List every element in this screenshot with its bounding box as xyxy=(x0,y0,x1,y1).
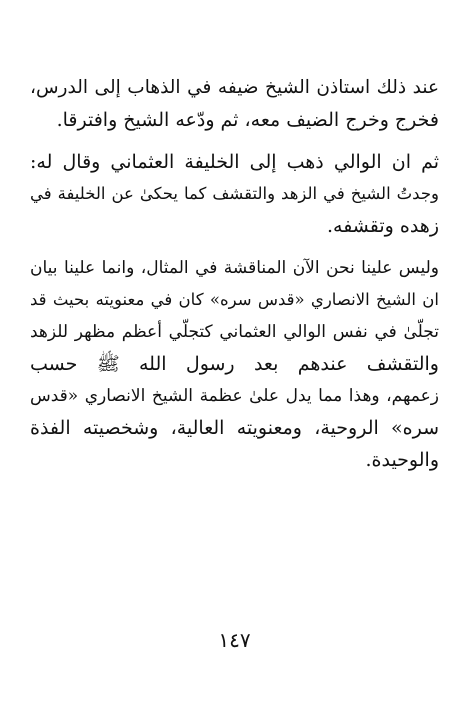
text-line: ثم ان الوالي ذهب إلى الخليفة العثماني وقال له: xyxy=(30,151,439,173)
text-line: سره» الروحية، ومعنويته العالية، وشخصيته الفذة xyxy=(30,417,439,439)
paragraph-2 xyxy=(30,146,439,242)
text-line: والتقشف عندهم بعد رسول الله ﷺ حسب xyxy=(30,353,439,375)
text-line: وليس علينا نحن الآن المناقشة في المثال، وانما علينا بيان xyxy=(30,258,439,278)
paragraph-3 xyxy=(30,252,439,476)
text-line: تجلّىٰ في نفس الوالي العثماني كتجلّي أعظم مظهر للزهد xyxy=(30,322,439,342)
text-line: زعمهم، وهذا مما يدل علىٰ عظمة الشيخ الانصاري «قدس xyxy=(30,386,439,406)
paragraph-1 xyxy=(30,72,439,136)
body-text xyxy=(30,72,439,486)
text-line: والوحيدة. xyxy=(365,449,439,471)
text-line: عند ذلك استاذن الشيخ ضيفه في الذهاب إلى الدرس، xyxy=(30,77,439,98)
text-line: زهده وتقشفه. xyxy=(326,215,439,237)
text-line: وجدتُ الشيخ في الزهد والتقشف كما يحكىٰ عن الخليفة في xyxy=(30,184,439,203)
text-line: ان الشيخ الانصاري «قدس سره» كان في معنويته بحيث قد xyxy=(30,290,439,309)
text-line: فخرج وخرج الضيف معه، ثم ودّعه الشيخ وافترقا. xyxy=(56,109,439,131)
page-number: ١٤٧ xyxy=(218,628,251,652)
